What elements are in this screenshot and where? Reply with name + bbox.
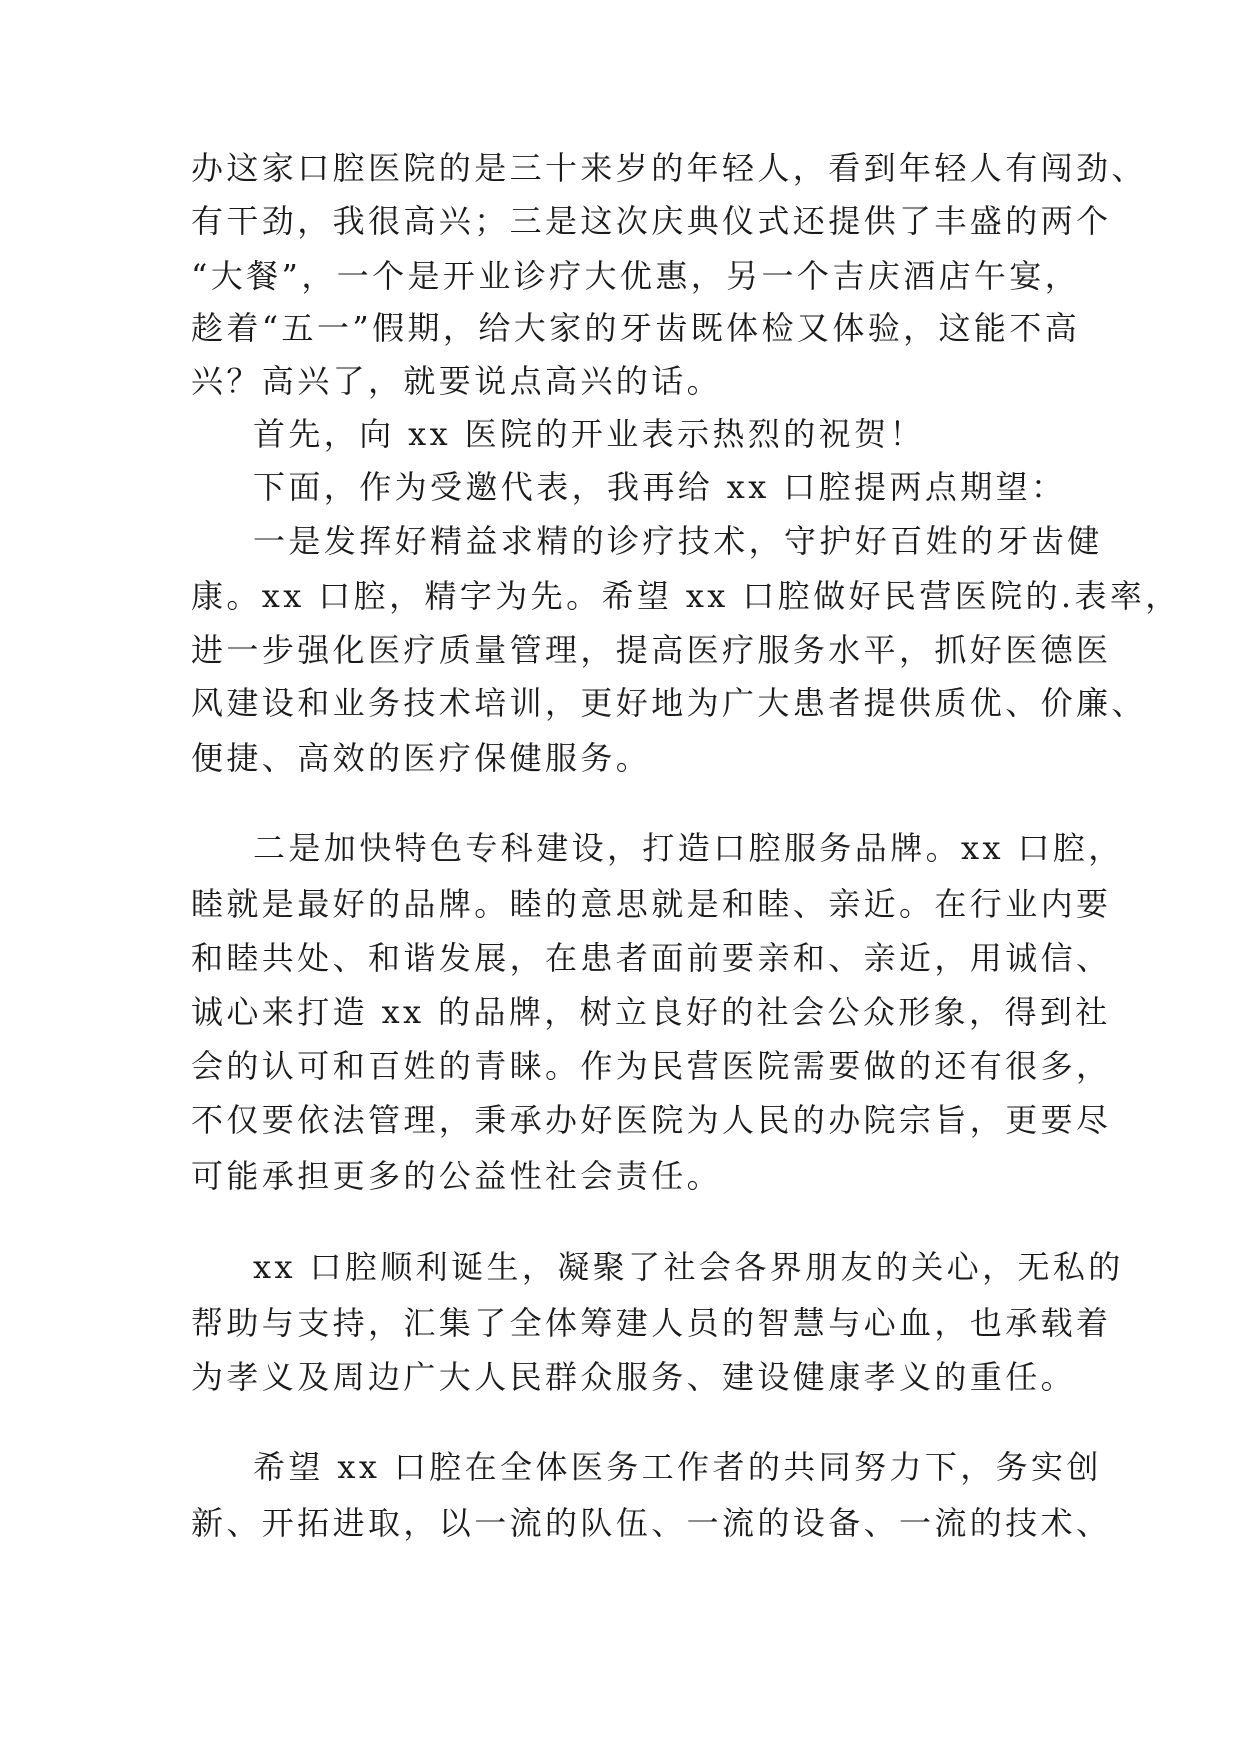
text-line: 可能承担更多的公益性社会责任。	[191, 1157, 723, 1195]
text-line: 睦就是最好的品牌。睦的意思就是和睦、亲近。在行业内要	[191, 885, 1112, 923]
text-line: 为孝义及周边广大人民群众服务、建设健康孝义的重任。	[191, 1358, 1077, 1396]
text-line: 风建设和业务技术培训，更好地为广大患者提供质优、价廉、	[191, 684, 1147, 722]
text-line: 办这家口腔医院的是三十来岁的年轻人，看到年轻人有闯劲、	[191, 149, 1147, 187]
text-line: 首先，向 xx 医院的开业表示热烈的祝贺！	[253, 415, 925, 453]
text-line: 会的认可和百姓的青睐。作为民营医院需要做的还有很多，	[191, 1047, 1112, 1085]
text-line: 帮助与支持，汇集了全体筹建人员的智慧与心血，也承载着	[191, 1304, 1112, 1342]
text-line: 不仅要依法管理，秉承办好医院为人民的办院宗旨，更要尽	[191, 1101, 1112, 1139]
text-line: 趁着“五一”假期，给大家的牙齿既体检又体验，这能不高	[191, 309, 1081, 347]
text-line: 和睦共处、和谐发展，在患者面前要亲和、亲近，用诚信、	[191, 939, 1112, 977]
text-line: 诚心来打造 xx 的品牌，树立良好的社会公众形象，得到社	[191, 993, 1111, 1031]
text-line: 有干劲，我很高兴；三是这次庆典仪式还提供了丰盛的两个	[191, 202, 1112, 240]
text-line: 进一步强化医疗质量管理，提高医疗服务水平，抓好医德医	[191, 631, 1112, 669]
text-line: “大餐”，一个是开业诊疗大优惠，另一个吉庆酒店午宴，	[191, 257, 1081, 295]
text-line: 下面，作为受邀代表，我再给 xx 口腔提两点期望：	[253, 468, 1067, 506]
text-line: 新、开拓进取，以一流的队伍、一流的设备、一流的技术、	[191, 1504, 1112, 1542]
text-line: 希望 xx 口腔在全体医务工作者的共同努力下，务实创	[253, 1448, 1102, 1486]
text-line: 二是加快特色专科建设，打造口腔服务品牌。xx 口腔，	[253, 829, 1124, 867]
text-line: 兴？高兴了，就要说点高兴的话。	[191, 362, 723, 400]
text-line: 康。xx 口腔，精字为先。希望 xx 口腔做好民营医院的.表率，	[191, 577, 1181, 615]
text-line: 便捷、高效的医疗保健服务。	[191, 739, 652, 777]
text-line: xx 口腔顺利诞生，凝聚了社会各界朋友的关心，无私的	[253, 1248, 1124, 1286]
text-line: 一是发挥好精益求精的诊疗技术，守护好百姓的牙齿健	[253, 522, 1103, 560]
